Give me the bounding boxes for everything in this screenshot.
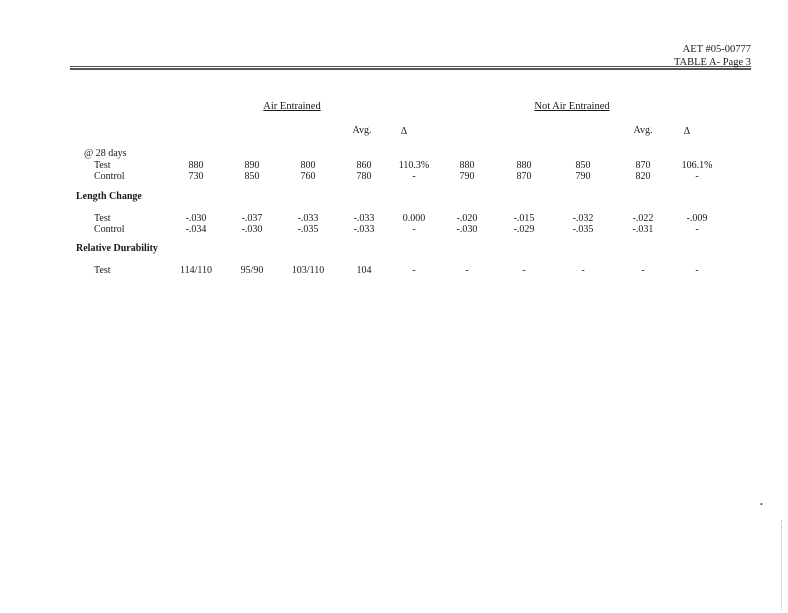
table-cell: 890 [244,160,260,171]
table-cell: -.029 [513,224,535,235]
table-cell: -.015 [513,213,535,224]
table-cell: - [412,224,416,235]
table-cell: - [412,171,416,182]
table-cell: 103/110 [291,265,325,276]
table-cell: 880 [459,160,475,171]
table-cell: -.030 [185,213,207,224]
scan-dot: • [760,500,763,509]
table-cell: -.033 [297,213,319,224]
table-cell: 860 [356,160,372,171]
table-cell: - [695,265,699,276]
table-cell: 0.000 [402,213,426,224]
table-cell: - [695,224,699,235]
row-label: Test [94,213,111,224]
table-cell: 104 [356,265,372,276]
group-title-not-air-entrained: Not Air Entrained [534,101,610,112]
table-cell: 880 [516,160,532,171]
table-cell: -.030 [241,224,263,235]
table-cell: 800 [300,160,316,171]
header-rule [70,66,751,67]
table-cell: 114/110 [179,265,213,276]
group-title-air-entrained: Air Entrained [263,101,321,112]
table-cell: 790 [575,171,591,182]
section-title: Relative Durability [76,243,158,254]
scan-edge [781,520,782,610]
table-cell: 790 [459,171,475,182]
table-cell: 820 [635,171,651,182]
table-cell: -.009 [686,213,708,224]
table-cell: 730 [188,171,204,182]
document-id: AET #05-00777 [682,44,751,55]
col-header-delta-air: Δ [400,126,408,137]
section-title: @ 28 days [84,148,127,159]
table-cell: 95/90 [240,265,264,276]
table-cell: 780 [356,171,372,182]
table-cell: 870 [516,171,532,182]
table-cell: 760 [300,171,316,182]
table-cell: -.037 [241,213,263,224]
table-cell: -.033 [353,213,375,224]
table-cell: -.035 [572,224,594,235]
row-label: Test [94,265,111,276]
row-label: Control [94,171,125,182]
table-cell: -.035 [297,224,319,235]
table-cell: - [465,265,469,276]
table-cell: 870 [635,160,651,171]
table-cell: - [695,171,699,182]
table-cell: - [581,265,585,276]
row-label: Test [94,160,111,171]
table-cell: 850 [244,171,260,182]
row-label: Control [94,224,125,235]
col-header-delta-not-air: Δ [683,126,691,137]
col-header-avg-air: Avg. [352,125,372,136]
table-cell: - [412,265,416,276]
table-cell: 880 [188,160,204,171]
table-page-label: TABLE A- Page 3 [673,57,751,68]
header-rule-thick [70,68,751,70]
table-cell: -.034 [185,224,207,235]
table-cell: -.033 [353,224,375,235]
table-cell: -.030 [456,224,478,235]
col-header-avg-not-air: Avg. [633,125,653,136]
table-cell: - [522,265,526,276]
table-cell: -.031 [632,224,654,235]
table-cell: -.020 [456,213,478,224]
table-cell: 106.1% [681,160,713,171]
table-cell: 110.3% [398,160,430,171]
section-title: Length Change [76,191,142,202]
table-cell: -.032 [572,213,594,224]
table-cell: - [641,265,645,276]
table-cell: 850 [575,160,591,171]
table-cell: -.022 [632,213,654,224]
